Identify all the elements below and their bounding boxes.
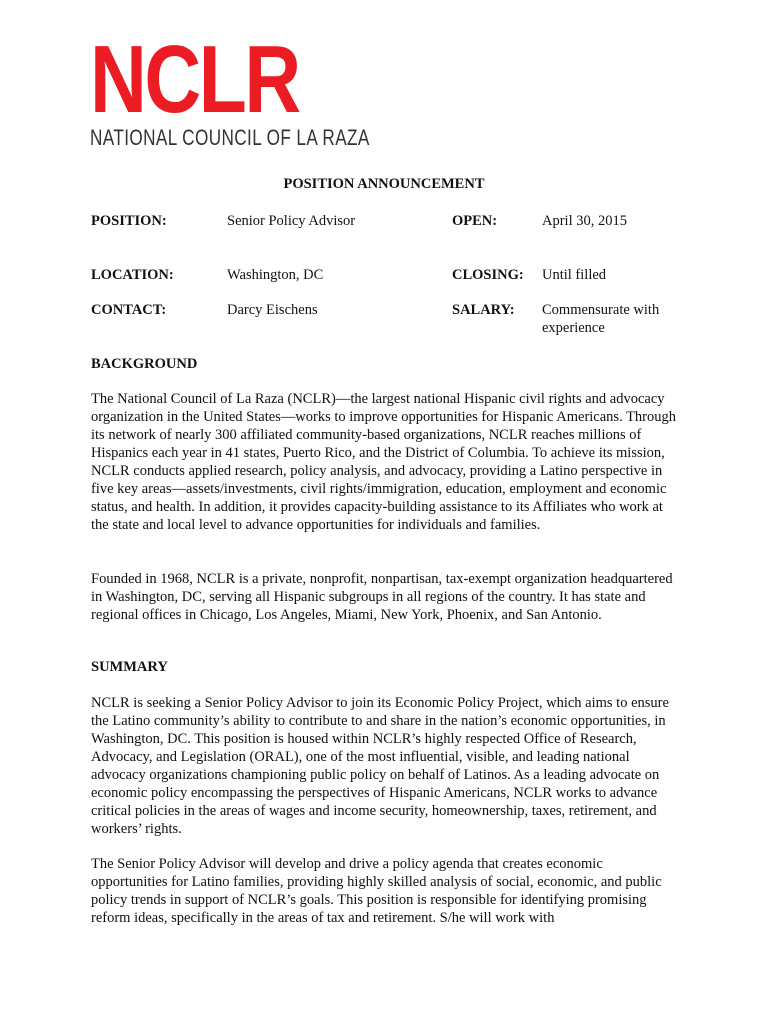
contact-value: Darcy Eischens [227, 302, 318, 318]
logo-subtitle: NATIONAL COUNCIL OF LA RAZA [90, 125, 370, 150]
position-label: POSITION: [91, 213, 167, 229]
background-paragraph: Founded in 1968, NCLR is a private, nonprofit, nonpartisan, tax-exempt organization headquartered in Washington, DC, serving all Hispanic subgroups in all regions of the country. It has state and regional offices in Chicago, Los Angeles, Miami, New York, Phoenix, and San Antonio. [91, 571, 673, 623]
background-heading: BACKGROUND [91, 356, 198, 372]
location-label: LOCATION: [91, 267, 174, 283]
closing-label: CLOSING: [452, 267, 524, 283]
salary-label: SALARY: [452, 302, 515, 318]
location-value: Washington, DC [227, 267, 324, 283]
background-paragraph: The National Council of La Raza (NCLR)—the largest national Hispanic civil rights and advocacy organization in the United States—works to improve opportunities for Hispanic Americans. Through its network of nearly 300 affiliated community-based organizations, NCLR reaches millions of Hispanics each year in 41 states, Puerto Rico, and the District of Columbia. To achieve its mission, NCLR conducts applied research, policy analysis, and advocacy, providing a Latino perspective in five key areas—assets/investments, civil rights/immigration, education, employment and economic status, and health. In addition, it provides capacity-building assistance to its Affiliates who work at the state and local level to advance opportunities for individuals and families. [91, 391, 676, 533]
salary-value: Commensurate with experience [542, 302, 660, 336]
position-value: Senior Policy Advisor [227, 213, 356, 229]
summary-paragraph: The Senior Policy Advisor will develop and drive a policy agenda that creates economic opportunities for Latino families, providing highly skilled analysis of social, economic, and public policy trends in support of NCLR’s goals. This position is responsible for identifying promising reform ideas, specifically in the areas of tax and retirement. S/he will work with [91, 856, 662, 926]
contact-label: CONTACT: [91, 302, 167, 318]
nclr-logo [90, 26, 449, 150]
open-value: April 30, 2015 [542, 213, 627, 229]
summary-paragraph: NCLR is seeking a Senior Policy Advisor to join its Economic Policy Project, which aims to ensure the Latino community’s ability to contribute to and share in the nation’s economic opportunities, in Washington, DC. This position is housed within NCLR’s highly respected Office of Research, Advocacy, and Legislation (ORAL), one of the most influential, visible, and leading national advocacy organizations championing public policy on behalf of Latinos. As a leading advocate on economic policy encompassing the perspectives of Hispanic Americans, NCLR works to advance critical policies in the areas of wages and income security, homeownership, taxes, retirement, and workers’ rights. [91, 695, 669, 837]
closing-value: Until filled [542, 267, 607, 283]
logo-mark: NCLR [90, 26, 299, 133]
open-label: OPEN: [452, 213, 498, 229]
document-title: POSITION ANNOUNCEMENT [283, 176, 485, 192]
summary-heading: SUMMARY [91, 659, 168, 675]
